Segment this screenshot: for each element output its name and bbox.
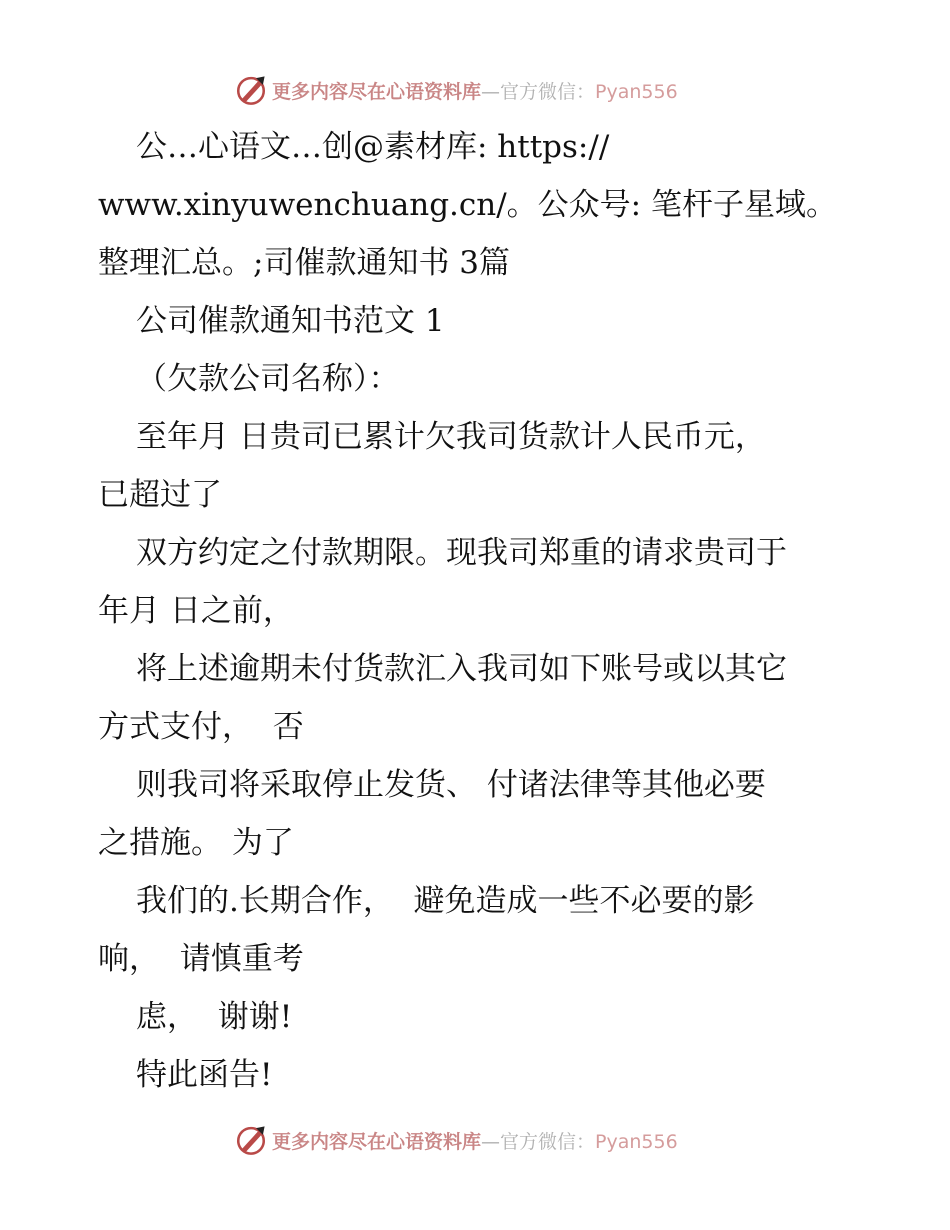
text-line: 整理汇总。;司催款通知书 3篇 [98,245,511,281]
text-line: 将上述逾期未付货款汇入我司如下账号或以其它 [136,651,787,687]
text-line: 年月 日之前， [98,593,294,629]
text-line: 方式支付， 否 [98,709,304,745]
text-line: 至年月 日贵司已累计欠我司货款计人民币元， [136,419,766,455]
text-line: 之措施。 为了 [98,825,294,861]
text-line: 则我司将采取停止发货、 付诸法律等其他必要 [136,767,766,803]
text-line: 已超过了 [98,477,222,513]
text-line: 公司催款通知书范文 1 [136,303,445,339]
text-line: 双方约定之付款期限。现我司郑重的请求贵司于 [136,535,787,571]
text-line: （欠款公司名称）： [136,361,400,397]
footer-banner [234,1120,714,1160]
text-line: 特此函告! [136,1057,273,1093]
text-line: 我们的.长期合作， 避免造成一些不必要的影 [136,883,755,919]
banner-text: 更多内容尽在心语资料库—官方微信：Pyan556 [272,1130,678,1153]
quill-pen-logo-icon [234,1123,268,1157]
text-line: 公…心语文…创@素材库: https:// [136,129,610,165]
header-banner [234,70,714,110]
document-body [98,118,858,1104]
text-line: www.xinyuwenchuang.cn/。公众号: 笔杆子星域。 [98,187,837,223]
text-line: 响， 请慎重考 [98,941,304,977]
banner-text: 更多内容尽在心语资料库—官方微信：Pyan556 [272,80,678,103]
quill-pen-logo-icon [234,73,268,107]
text-line: 虑， 谢谢! [136,999,293,1035]
